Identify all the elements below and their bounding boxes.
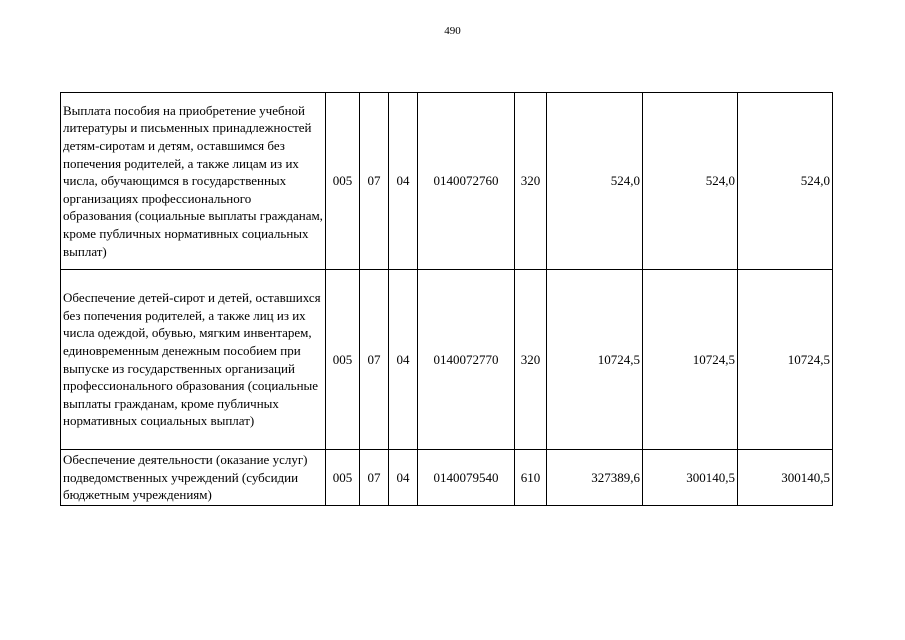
amount-3: 10724,5 [738, 270, 833, 450]
target-article-code: 0140072770 [418, 270, 515, 450]
amount-3: 524,0 [738, 93, 833, 270]
section-code: 07 [360, 93, 389, 270]
amount-3: 300140,5 [738, 450, 833, 506]
amount-2: 10724,5 [643, 270, 738, 450]
amount-1: 327389,6 [547, 450, 643, 506]
ministry-code: 005 [326, 270, 360, 450]
subsection-code: 04 [389, 450, 418, 506]
amount-1: 10724,5 [547, 270, 643, 450]
row-name: Обеспечение деятельности (оказание услуг) подведомственных учреждений (субсидии бюджетным учреждениям) [61, 450, 326, 506]
row-name: Выплата пособия на приобретение учебной литературы и письменных принадлежностей детям-сиротам и детям, оставшимся без попечения родителей, а также лицам из их числа, обучающимся в государственных организациях профессионального образования (социальные выплаты гражданам, кроме публичных нормативных социальных выплат) [61, 93, 326, 270]
section-code: 07 [360, 270, 389, 450]
expense-type-code: 320 [515, 270, 547, 450]
target-article-code: 0140072760 [418, 93, 515, 270]
target-article-code: 0140079540 [418, 450, 515, 506]
section-code: 07 [360, 450, 389, 506]
ministry-code: 005 [326, 93, 360, 270]
amount-2: 300140,5 [643, 450, 738, 506]
budget-table [60, 92, 833, 506]
amount-2: 524,0 [643, 93, 738, 270]
table-row [61, 450, 833, 506]
subsection-code: 04 [389, 93, 418, 270]
expense-type-code: 610 [515, 450, 547, 506]
row-name: Обеспечение детей-сирот и детей, оставшихся без попечения родителей, а также лиц из их числа одеждой, обувью, мягким инвентарем, единовременным денежным пособием при выпуске из государственных организаций профессионального образования (социальные выплаты гражданам, кроме публичных нормативных социальных выплат) [61, 270, 326, 450]
page-number: 490 [444, 25, 461, 37]
table-row [61, 93, 833, 270]
expense-type-code: 320 [515, 93, 547, 270]
ministry-code: 005 [326, 450, 360, 506]
subsection-code: 04 [389, 270, 418, 450]
table-row [61, 270, 833, 450]
amount-1: 524,0 [547, 93, 643, 270]
